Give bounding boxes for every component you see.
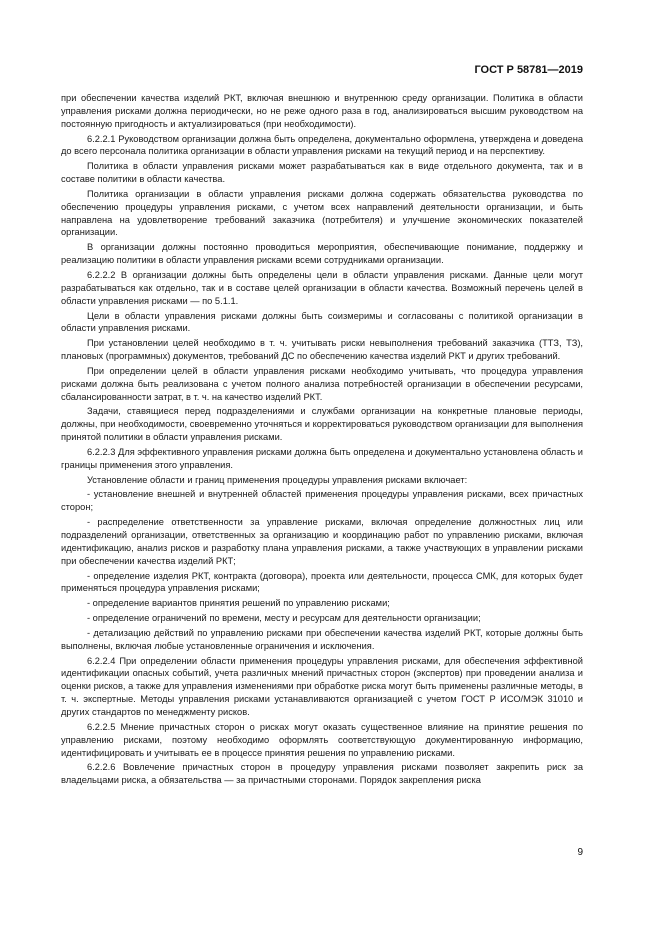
paragraph: Цели в области управления рисками должны быть соизмеримы и согласованы с политикой организации в области управления рисками. bbox=[61, 310, 583, 334]
paragraph: Задачи, ставящиеся перед подразделениями и службами организации на конкретные плановые периоды, должны, при необходимости, своевременно уточняться и корректироваться руководством организации для выполнения принятой политики в области управления рисками. bbox=[61, 406, 583, 443]
page-number: 9 bbox=[577, 847, 583, 858]
list-item: - определение изделия РКТ, контракта (договора), проекта или деятельности, процесса СМК, для которых будет применяться процедура управления рисками; bbox=[61, 570, 583, 594]
document-code-header: ГОСТ Р 58781—2019 bbox=[474, 64, 583, 76]
paragraph: 6.2.2.2 В организации должны быть определены цели в области управления рисками. Данные цели могут разрабатываться как отдельно, так и в составе целей организации в области качества. Возможный перечень целей в области управления рисками — по 5.1.1. bbox=[61, 269, 583, 306]
paragraph: При определении целей в области управления рисками необходимо учитывать, что процедура управления рисками должна быть реализована с учетом полного анализа потребностей организации в обеспечении ресурсами, сбалансированности затрат, в т. ч. на качество изделий РКТ. bbox=[61, 365, 583, 402]
paragraph: Политика в области управления рисками может разрабатываться как в виде отдельного документа, так и в составе политики в области качества. bbox=[61, 161, 583, 185]
paragraph: при обеспечении качества изделий РКТ, включая внешнюю и внутреннюю среду организации. Политика в области управления рисками должна периодически, но не реже одного раза в год, анализироваться высшим руководством на постоянную пригодность и актуализироваться (при необходимости). bbox=[61, 93, 583, 129]
paragraph: Политика организации в области управления рисками должна содержать обязательства руководства по обеспечению процедуры управления рисками, с учетом всех направлений деятельности организации, и быть направлена на удовлетворение требований заказчика (потребителя) и улучшение экономических показателей организации. bbox=[61, 188, 583, 238]
list-item: - определение вариантов принятия решений по управлению рисками; bbox=[87, 598, 390, 609]
body-text bbox=[61, 92, 583, 789]
list-item: - распределение ответственности за управление рисками, включая определение должностных лиц или подразделений организации, ответственных за организацию и координацию работ по управлению рисками, включая идентификацию, анализ рисков и разработку плана управления рисками, а также участвующих в управлении рисками при обеспечении качества изделий РКТ; bbox=[61, 517, 583, 566]
list-item: - детализацию действий по управлению рисками при обеспечении качества изделий РКТ, которые должны быть выполнены, включая любые установленные ограничения и исключения. bbox=[61, 627, 583, 651]
paragraph: 6.2.2.3 Для эффективного управления рисками должна быть определена и документально установлена область и границы применения этого управления. bbox=[61, 446, 583, 470]
paragraph: Установление области и границ применения процедуры управления рисками включает: bbox=[87, 474, 468, 485]
list-item: - установление внешней и внутренней областей применения процедуры управления рисками, всех причастных сторон; bbox=[61, 489, 583, 513]
paragraph: В организации должны постоянно проводиться мероприятия, обеспечивающие понимание, поддержку и реализацию политики в области управления рисками всеми сотрудниками организации. bbox=[61, 242, 583, 266]
paragraph: 6.2.2.4 При определении области применения процедуры управления рисками, для обеспечения эффективной идентификации опасных событий, учета различных мнений причастных сторон (экспертов) при проведении анализа и оценки рисков, а также для управления изменениями при обработке риска могут быть применены различные методы, в т. ч. экспертные. Методы управления рисками устанавливаются организацией с учетом ГОСТ Р ИСО/МЭК 31010 и других стандартов по менеджменту рисков. bbox=[61, 655, 583, 717]
paragraph: 6.2.2.6 Вовлечение причастных сторон в процедуру управления рисками позволяет закрепить риск за владельцами риска, а обязательства — за причастными сторонами. Порядок закрепления риска bbox=[61, 762, 583, 786]
paragraph: 6.2.2.1 Руководством организации должна быть определена, документально оформлена, утверждена и доведена до всего персонала политика организации в области управления рисками на текущий период и на перспективу. bbox=[61, 133, 583, 157]
list-item: - определение ограничений по времени, месту и ресурсам для деятельности организации; bbox=[87, 613, 481, 624]
paragraph: При установлении целей необходимо в т. ч. учитывать риски невыполнения требований заказчика (ТТЗ, ТЗ), плановых (программных) документов, требований ДС по обеспечению качества изделий РКТ и других требований. bbox=[61, 338, 583, 362]
paragraph: 6.2.2.5 Мнение причастных сторон о рисках могут оказать существенное влияние на принятие решения по управлению рисками, поэтому необходимо оформлять соответствующую документированную информацию, идентифицировать и учитывать ее в процессе принятия решения по управлению рисками. bbox=[61, 721, 583, 758]
